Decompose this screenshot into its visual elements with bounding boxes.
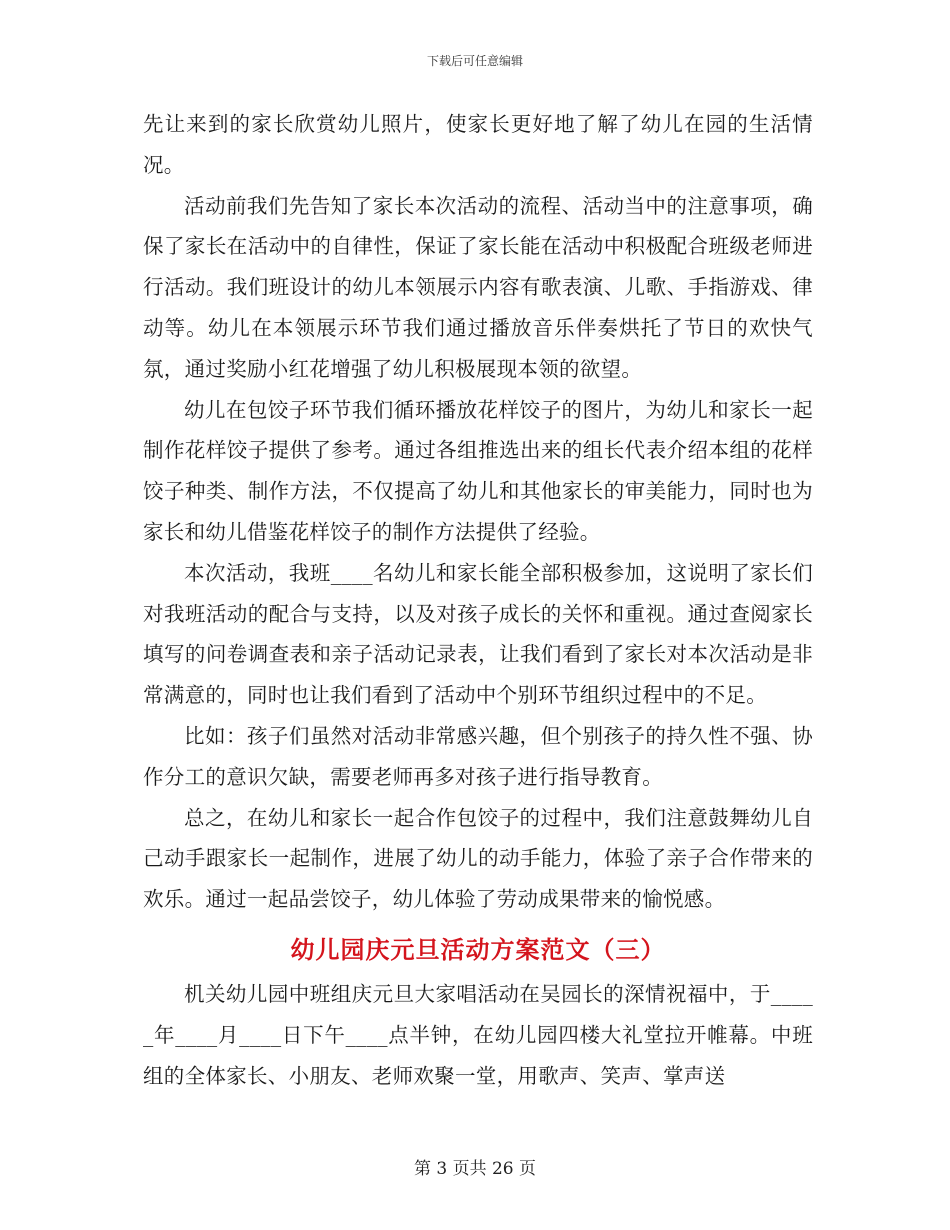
paragraph-activity-prep: 活动前我们先告知了家长本次活动的流程、活动当中的注意事项，确保了家长在活动中的自律性，保证了家长能在活动中积极配合班级老师进行活动。我们班设计的幼儿本领展示内容有歌表演、儿歌、手指游戏、律动等。幼儿在本领展示环节我们通过播放音乐伴奏烘托了节日的欢快气氛，通过奖励小红花增强了幼儿积极展现本领的欲望。 — [143, 193, 813, 381]
paragraph-section-intro: 机关幼儿园中班组庆元旦大家唱活动在吴园长的深情祝福中，于_____年____月____日下午____点半钟，在幼儿园四楼大礼堂拉开帷幕。中班组的全体家长、小朋友、老师欢聚一堂，用歌声、笑声、掌声送 — [143, 981, 813, 1088]
paragraph-dumpling-making: 幼儿在包饺子环节我们循环播放花样饺子的图片，为幼儿和家长一起制作花样饺子提供了参考。通过各组推选出来的组长代表介绍本组的花样饺子种类、制作方法，不仅提高了幼儿和其他家长的审美能力，同时也为家长和幼儿借鉴花样饺子的制作方法提供了经验。 — [143, 397, 813, 544]
paragraph-example: 比如：孩子们虽然对活动非常感兴趣，但个别孩子的持久性不强、协作分工的意识欠缺，需要老师再多对孩子进行指导教育。 — [143, 723, 813, 789]
section-title: 幼儿园庆元旦活动方案范文（三） — [290, 935, 666, 964]
paragraph-summary: 总之，在幼儿和家长一起合作包饺子的过程中，我们注意鼓舞幼儿自己动手跟家长一起制作，进展了幼儿的动手能力，体验了亲子合作带来的欢乐。通过一起品尝饺子，幼儿体验了劳动成果带来的愉悦感。 — [143, 805, 813, 912]
paragraph-participation: 本次活动，我班____名幼儿和家长能全部积极参加，这说明了家长们对我班活动的配合与支持，以及对孩子成长的关怀和重视。通过查阅家长填写的问卷调查表和亲子活动记录表，让我们看到了家长对本次活动是非常满意的，同时也让我们看到了活动中个别环节组织过程中的不足。 — [143, 560, 813, 708]
paragraph-continuation: 先让来到的家长欣赏幼儿照片，使家长更好地了解了幼儿在园的生活情况。 — [143, 112, 813, 177]
document-body — [143, 104, 813, 1096]
page-number: 第 3 页共 26 页 — [413, 1159, 537, 1179]
page-header: 下载后可任意编辑 — [426, 54, 523, 68]
